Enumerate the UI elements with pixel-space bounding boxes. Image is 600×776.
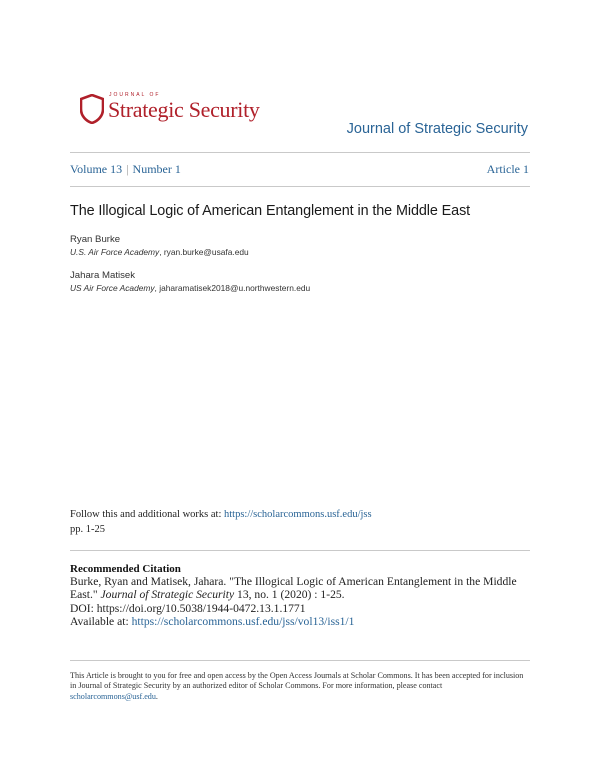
issue-line	[70, 162, 181, 177]
top-divider	[70, 152, 530, 153]
author-name: Jahara Matisek	[70, 270, 136, 281]
article-number-link[interactable]: Article 1	[486, 162, 529, 176]
available-label: Available at:	[70, 615, 132, 629]
author-name: Ryan Burke	[70, 234, 121, 245]
page-range: pp. 1-25	[70, 524, 105, 535]
author-affiliation: US Air Force Academy, jaharamatisek2018@u.northwestern.edu	[70, 283, 311, 293]
author-email: ryan.burke@usafa.edu	[163, 247, 249, 257]
citation-journal: Journal of Strategic Security	[100, 588, 235, 602]
affiliation-name: US Air Force Academy	[70, 283, 155, 293]
shield-icon	[80, 94, 104, 124]
available-link[interactable]: https://scholarcommons.usf.edu/jss/vol13/iss1/1	[131, 615, 355, 629]
journal-name[interactable]: Journal of Strategic Security	[346, 121, 528, 137]
issue-divider	[70, 186, 530, 187]
author-email: jaharamatisek2018@u.northwestern.edu	[159, 283, 311, 293]
article-title: The Illogical Logic of American Entanglement in the Middle East	[70, 203, 471, 219]
follow-text: Follow this and additional works at:	[70, 509, 224, 520]
journal-logo	[80, 92, 280, 132]
affiliation-name: U.S. Air Force Academy	[70, 247, 160, 257]
footer-end: .	[155, 691, 158, 701]
footer-note	[70, 671, 530, 702]
issue-separator: |	[126, 162, 129, 176]
citation-issue: 13, no. 1 (2020) : 1-25.	[234, 588, 345, 602]
number-link[interactable]: Number 1	[132, 162, 181, 176]
footer-divider	[70, 660, 530, 661]
author-affiliation: U.S. Air Force Academy, ryan.burke@usafa.edu	[70, 247, 249, 257]
follow-line	[70, 509, 372, 520]
citation-doi: DOI: https://doi.org/10.5038/1944-0472.13.1.1771	[70, 601, 306, 615]
logo-small-text: JOURNAL OF	[109, 92, 161, 98]
citation-heading: Recommended Citation	[70, 563, 181, 575]
logo-main-text: Strategic Security	[108, 97, 260, 122]
volume-link[interactable]: Volume 13	[70, 162, 123, 176]
footer-text: This Article is brought to you for free and open access by the Open Access Journals at Scholar Commons. It has been accepted for inclusion in Journal of Strategic Security by an authorized editor of Scholar Commons. For more information, please contact	[70, 671, 524, 691]
contact-email-link[interactable]: scholarcommons@usf.edu	[70, 691, 156, 701]
jss-link[interactable]: https://scholarcommons.usf.edu/jss	[224, 509, 372, 520]
citation-divider	[70, 550, 530, 551]
citation-block	[70, 575, 540, 629]
citation-text: Burke, Ryan and Matisek, Jahara. "The Illogical Logic of American Entanglement in the Middle East."	[70, 575, 517, 602]
